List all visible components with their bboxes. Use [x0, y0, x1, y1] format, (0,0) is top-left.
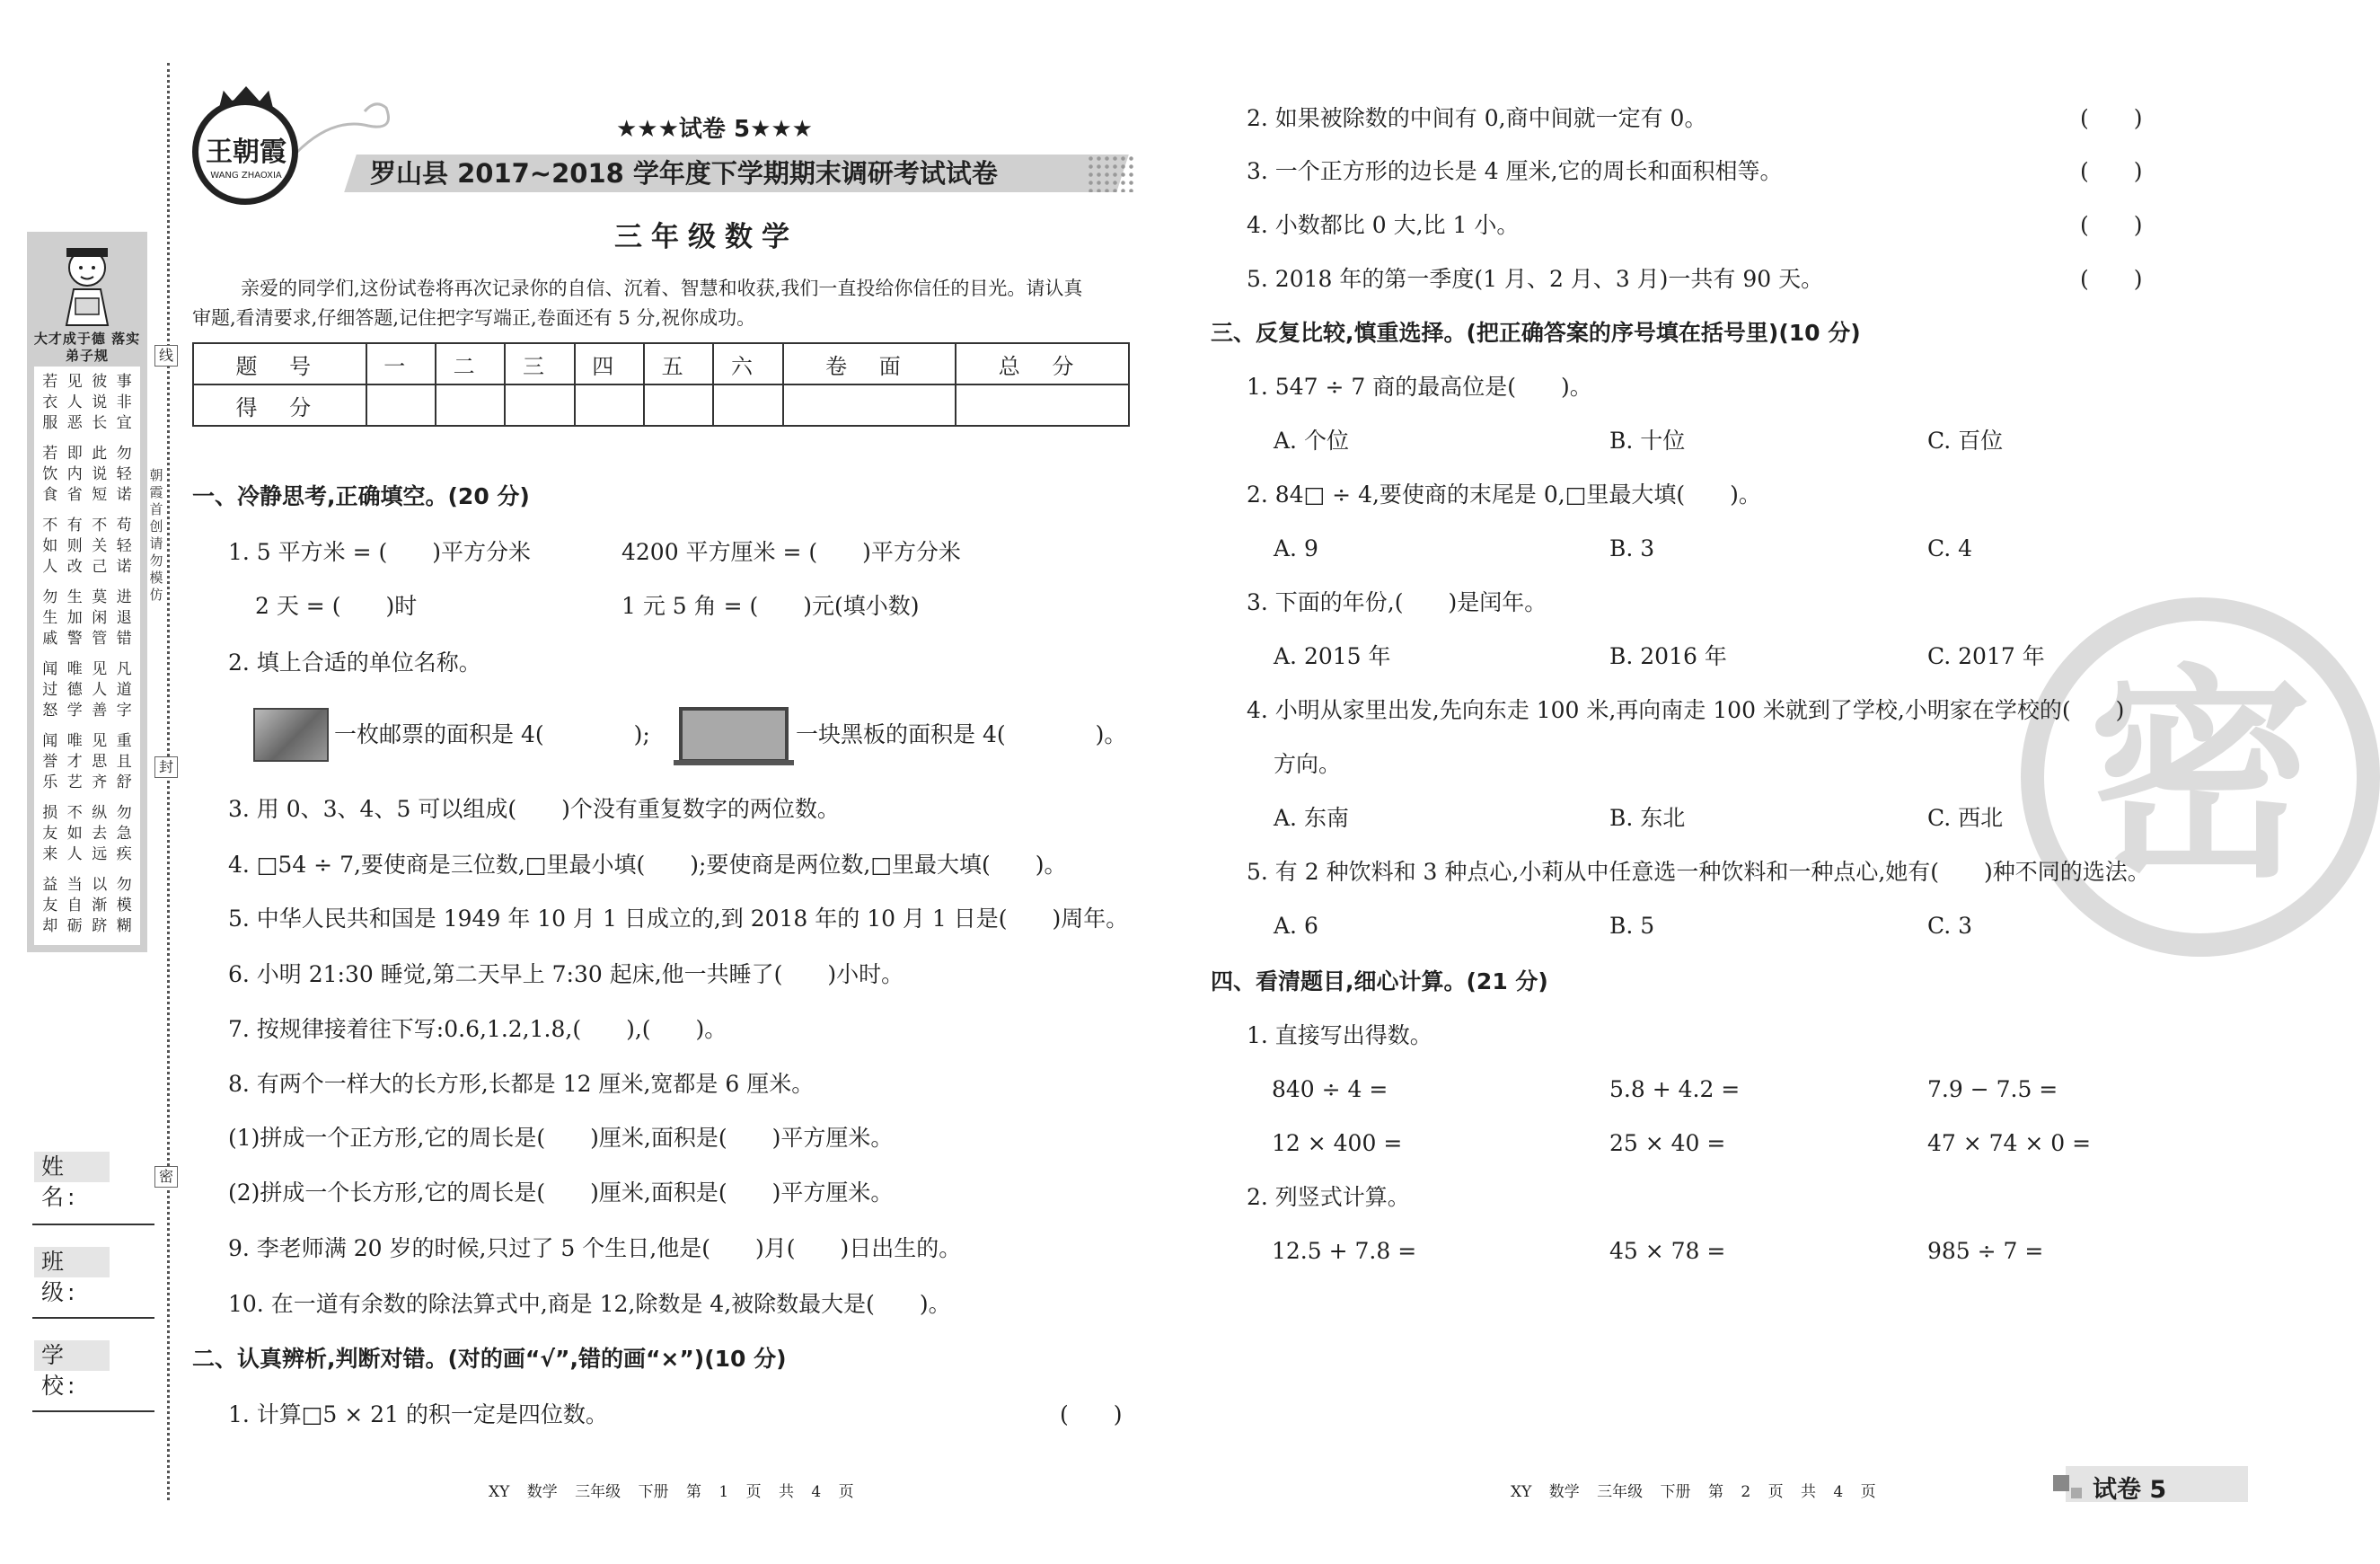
choice-3: 3. 下面的年份,( )是闰年。 [1247, 589, 1547, 615]
choice-4: 4. 小明从家里出发,先向东走 100 米,再向南走 100 米就到了学校,小明家在学校的( ) [1247, 697, 2125, 723]
question-1a: 1. 5 平方米 = ( )平方分米 [228, 539, 532, 565]
choice-option[interactable]: C. 4 [1927, 535, 1973, 561]
calc-item: 5.8 + 4.2 = [1609, 1076, 1741, 1102]
choice-option[interactable]: A. 6 [1274, 913, 1318, 939]
score-cell[interactable] [575, 384, 644, 426]
couplet-group: 闻 唯 见 重 誉 才 思 且 乐 艺 齐 舒 [42, 732, 132, 791]
tab-square-icon [2053, 1475, 2069, 1491]
answer-paren[interactable]: ( ) [1060, 1401, 1123, 1427]
table-header-cell: 五 [644, 343, 713, 384]
calc-item: 47 × 74 × 0 = [1927, 1130, 2092, 1156]
score-cell[interactable] [713, 384, 782, 426]
judge-5: 5. 2018 年的第一季度(1 月、2 月、3 月)一共有 90 天。 [1247, 266, 1824, 292]
table-header-cell: 题 号 [193, 343, 366, 384]
score-cell[interactable] [505, 384, 574, 426]
question-8b: (2)拼成一个长方形,它的周长是( )厘米,面积是( )平方厘米。 [228, 1180, 894, 1206]
blackboard-image [679, 707, 789, 763]
calc-item: 25 × 40 = [1609, 1130, 1726, 1156]
choice-option[interactable]: B. 十位 [1609, 428, 1686, 454]
choice-option[interactable]: C. 2017 年 [1927, 643, 2045, 669]
table-header-cell: 三 [505, 343, 574, 384]
score-cell[interactable] [956, 384, 1129, 426]
choice-option[interactable]: B. 3 [1609, 535, 1655, 561]
choice-option[interactable]: A. 个位 [1274, 428, 1349, 454]
paper-number: ★★★试卷 5★★★ [616, 116, 813, 143]
school-field[interactable] [32, 1410, 154, 1412]
table-header-cell: 一 [366, 343, 436, 384]
choice-1: 1. 547 ÷ 7 商的最高位是( )。 [1247, 374, 1592, 400]
answer-paren[interactable]: ( ) [2080, 212, 2143, 238]
cut-mark-feng: 封 [154, 756, 178, 778]
ribbon-swirl-icon [296, 99, 404, 162]
intro-line-2: 审题,看清要求,仔细答题,记住把字写端正,卷面还有 5 分,祝你成功。 [192, 307, 756, 329]
logo-subtext: WANG ZHAOXIA [210, 171, 282, 181]
calc-item: 12 × 400 = [1272, 1130, 1403, 1156]
judge-4: 4. 小数都比 0 大,比 1 小。 [1247, 212, 1520, 238]
question-1b: 4200 平方厘米 = ( )平方分米 [621, 539, 961, 565]
question-2a: 一枚邮票的面积是 4( ); [334, 721, 650, 747]
table-header-cell: 二 [436, 343, 505, 384]
choice-2: 2. 84□ ÷ 4,要使商的末尾是 0,□里最大填( )。 [1247, 482, 1761, 508]
couplet-group: 闻 唯 见 凡 过 德 人 道 怒 学 善 字 [42, 660, 132, 720]
choice-option[interactable]: A. 9 [1274, 535, 1318, 561]
couplet-group: 勿 生 莫 进 生 加 闲 退 戚 警 管 错 [42, 588, 132, 648]
choice-option[interactable]: B. 5 [1609, 913, 1655, 939]
score-cell[interactable] [436, 384, 505, 426]
table-row [193, 343, 1129, 384]
question-1d: 1 元 5 角 = ( )元(填小数) [621, 593, 920, 619]
choice-option[interactable]: B. 2016 年 [1609, 643, 1727, 669]
name-field[interactable] [32, 1224, 154, 1225]
exam-title: 罗山县 2017~2018 学年度下学期期末调研考试试卷 [370, 158, 998, 189]
couplet-group: 若 见 彼 事 衣 人 说 非 服 恶 长 宜 [42, 373, 132, 432]
choice-4-cont: 方向。 [1274, 751, 1342, 777]
question-1c: 2 天 = ( )时 [255, 593, 418, 619]
cut-line [167, 63, 170, 1500]
section-2-heading: 二、认真辨析,判断对错。(对的画“√”,错的画“×”)(10 分) [192, 1346, 787, 1372]
table-header-cell: 总 分 [956, 343, 1129, 384]
choice-option[interactable]: A. 东南 [1274, 805, 1349, 831]
sidebar-couplets [34, 367, 140, 945]
table-header-cell: 四 [575, 343, 644, 384]
confidential-watermark: 密 [2021, 597, 2380, 957]
sidebar-motto: 大才成于德 落实弟子规 [33, 331, 141, 364]
table-header-cell: 卷 面 [783, 343, 956, 384]
vertical-note: 朝霞首创 请勿模仿 [149, 467, 163, 603]
question-7: 7. 按规律接着往下写:0.6,1.2,1.8,( ),( )。 [228, 1016, 727, 1042]
calc-item: 12.5 + 7.8 = [1272, 1238, 1417, 1264]
table-header-cell: 六 [713, 343, 782, 384]
class-label: 班 级: [34, 1247, 110, 1277]
question-2b: 一块黑板的面积是 4( )。 [796, 721, 1127, 747]
question-8a: (1)拼成一个正方形,它的周长是( )厘米,面积是( )平方厘米。 [228, 1125, 894, 1151]
intro-line-1: 亲爱的同学们,这份试卷将再次记录你的自信、沉着、智慧和收获,我们一直投给你信任的目光。请认真 [241, 278, 1083, 299]
blackboard-ledge [674, 760, 794, 765]
school-label: 学 校: [34, 1340, 110, 1371]
page-footer-right: XY 数学 三年级 下册 第 2 页 共 4 页 [1511, 1483, 1876, 1501]
couplet-group: 损 不 纵 勿 友 如 去 急 来 人 远 疾 [42, 804, 132, 863]
choice-option[interactable]: B. 东北 [1609, 805, 1686, 831]
table-row [193, 384, 1129, 426]
question-9: 9. 李老师满 20 岁的时候,只过了 5 个生日,他是( )月( )日出生的。 [228, 1235, 962, 1261]
judge-2: 2. 如果被除数的中间有 0,商中间就一定有 0。 [1247, 105, 1707, 131]
sidebar-strip [27, 232, 147, 952]
judge-3: 3. 一个正方形的边长是 4 厘米,它的周长和面积相等。 [1247, 158, 1783, 184]
question-6: 6. 小明 21:30 睡觉,第二天早上 7:30 起床,他一共睡了( )小时。 [228, 961, 904, 987]
paper-tab-label: 试卷 5 [2093, 1476, 2167, 1504]
answer-paren[interactable]: ( ) [2080, 105, 2143, 131]
calc-1: 1. 直接写出得数。 [1247, 1022, 1432, 1048]
logo-text: 王朝霞 [206, 137, 286, 168]
question-3: 3. 用 0、3、4、5 可以组成( )个没有重复数字的两位数。 [228, 796, 840, 822]
ribbon-dots [1087, 155, 1137, 192]
cut-mark-mi: 密 [154, 1166, 178, 1188]
choice-5: 5. 有 2 种饮料和 3 种点心,小莉从中任意选一种饮料和一种点心,她有( )种不同的选法。 [1247, 859, 2150, 885]
cut-mark-xian: 线 [154, 345, 178, 367]
student-illustration-icon [48, 241, 126, 327]
score-table [192, 342, 1130, 427]
score-cell[interactable] [366, 384, 436, 426]
choice-option[interactable]: C. 西北 [1927, 805, 2004, 831]
question-2: 2. 填上合适的单位名称。 [228, 649, 481, 676]
couplet-group: 不 有 不 苟 如 则 关 轻 人 改 己 诺 [42, 517, 132, 576]
question-4: 4. □54 ÷ 7,要使商是三位数,□里最小填( );要使商是两位数,□里最大填( )。 [228, 852, 1067, 878]
answer-paren[interactable]: ( ) [2080, 266, 2143, 292]
couplet-group: 益 当 以 勿 友 自 渐 模 却 砺 跻 糊 [42, 876, 132, 935]
calc-item: 45 × 78 = [1609, 1238, 1726, 1264]
question-8: 8. 有两个一样大的长方形,长都是 12 厘米,宽都是 6 厘米。 [228, 1071, 815, 1097]
answer-paren[interactable]: ( ) [2080, 158, 2143, 184]
judge-1: 1. 计算□5 × 21 的积一定是四位数。 [228, 1401, 608, 1427]
choice-option[interactable]: C. 百位 [1927, 428, 2004, 454]
section-3-heading: 三、反复比较,慎重选择。(把正确答案的序号填在括号里)(10 分) [1211, 320, 1861, 346]
choice-option[interactable]: C. 3 [1927, 913, 1973, 939]
question-5: 5. 中华人民共和国是 1949 年 10 月 1 日成立的,到 2018 年的 10 月 1 日是( )周年。 [228, 906, 1129, 932]
tab-square-icon [2071, 1488, 2082, 1498]
calc-2: 2. 列竖式计算。 [1247, 1184, 1410, 1210]
score-cell[interactable] [644, 384, 713, 426]
exam-subtitle: 三年级数学 [614, 221, 798, 253]
score-cell[interactable] [783, 384, 956, 426]
choice-option[interactable]: A. 2015 年 [1274, 643, 1391, 669]
couplet-group: 若 即 此 勿 饮 内 说 轻 食 省 短 诺 [42, 445, 132, 504]
page-footer-left: XY 数学 三年级 下册 第 1 页 共 4 页 [489, 1483, 854, 1501]
score-row-label: 得 分 [193, 384, 366, 426]
section-1-heading: 一、冷静思考,正确填空。(20 分) [192, 483, 530, 509]
name-label: 姓 名: [34, 1152, 110, 1182]
question-10: 10. 在一道有余数的除法算式中,商是 12,除数是 4,被除数最大是( )。 [228, 1291, 951, 1317]
class-field[interactable] [32, 1317, 154, 1319]
section-4-heading: 四、看清题目,细心计算。(21 分) [1211, 968, 1548, 994]
calc-item: 840 ÷ 4 = [1272, 1076, 1388, 1102]
calc-item: 985 ÷ 7 = [1927, 1238, 2044, 1264]
postage-stamp-image [253, 708, 329, 762]
calc-item: 7.9 − 7.5 = [1927, 1076, 2058, 1102]
